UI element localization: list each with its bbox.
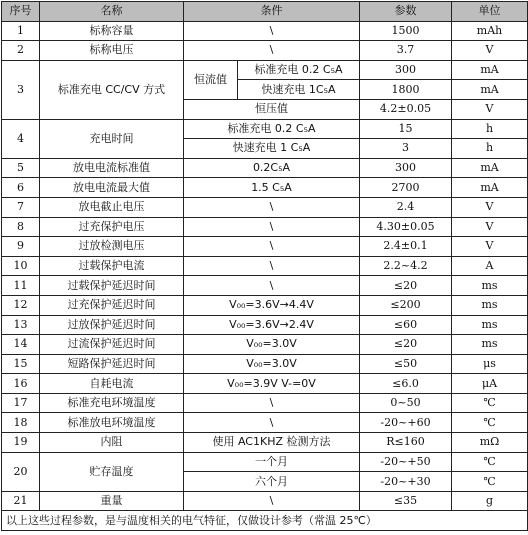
row-cond: \ — [184, 276, 360, 296]
row-name: 标准充电环境温度 — [40, 393, 184, 413]
row-param: ≤200 — [360, 295, 452, 315]
row-param: -20~+30 — [360, 472, 452, 492]
row-param: R≤160 — [360, 433, 452, 453]
table-row — [2, 335, 528, 355]
row-param: 0~50 — [360, 393, 452, 413]
row-cond: V₀₀=3.0V — [184, 335, 360, 355]
row-unit: mA — [452, 60, 528, 80]
row-param: 1800 — [360, 80, 452, 100]
table-row — [2, 119, 528, 139]
table-row — [2, 256, 528, 276]
row-no: 13 — [2, 315, 40, 335]
table-row — [2, 276, 528, 296]
row-name: 放电电流标准值 — [40, 158, 184, 178]
row-group: 恒流值 — [184, 60, 238, 99]
row-no: 2 — [2, 41, 40, 61]
row-no: 5 — [2, 158, 40, 178]
row-param: 300 — [360, 158, 452, 178]
header-param: 参数 — [360, 2, 452, 22]
row-param: 1500 — [360, 21, 452, 41]
row-unit: ℃ — [452, 393, 528, 413]
row-name: 标准放电环境温度 — [40, 413, 184, 433]
row-no: 18 — [2, 413, 40, 433]
row-unit: μA — [452, 374, 528, 394]
row-cond: 六个月 — [184, 472, 360, 492]
row-param: 2.2~4.2 — [360, 256, 452, 276]
row-param: 3 — [360, 139, 452, 159]
footnote: 以上这些过程参数，是与温度相关的电气特征，仅做设计参考（常温 25℃） — [2, 511, 528, 531]
row-unit: V — [452, 99, 528, 119]
row-unit: mA — [452, 158, 528, 178]
row-param: 2.4 — [360, 197, 452, 217]
row-cond: \ — [184, 237, 360, 257]
row-no: 11 — [2, 276, 40, 296]
row-param: -20~+60 — [360, 413, 452, 433]
row-param: 4.30±0.05 — [360, 217, 452, 237]
header-cond: 条件 — [184, 2, 360, 22]
row-param: ≤20 — [360, 335, 452, 355]
row-unit: ℃ — [452, 413, 528, 433]
row-cond: V₀₀=3.0V — [184, 354, 360, 374]
row-unit: mA — [452, 80, 528, 100]
table-row — [2, 178, 528, 198]
row-unit: A — [452, 256, 528, 276]
table-row — [2, 197, 528, 217]
row-cond: 标准充电 0.2 C₅A — [184, 119, 360, 139]
footnote-row — [2, 511, 528, 531]
row-cond: 使用 AC1KHZ 检测方法 — [184, 433, 360, 453]
row-name: 短路保护延迟时间 — [40, 354, 184, 374]
table-row — [2, 217, 528, 237]
table-row — [2, 60, 528, 80]
row-unit: V — [452, 197, 528, 217]
row-cond: 快速充电 1C₅A — [238, 80, 360, 100]
row-name: 过载保护延迟时间 — [40, 276, 184, 296]
row-unit: ms — [452, 315, 528, 335]
table-row — [2, 315, 528, 335]
spec-table — [1, 1, 528, 531]
row-cond: \ — [184, 41, 360, 61]
table-row — [2, 413, 528, 433]
row-param: ≤6.0 — [360, 374, 452, 394]
row-name: 标准充电 CC/CV 方式 — [40, 60, 184, 119]
row-cond: \ — [184, 217, 360, 237]
table-row — [2, 41, 528, 61]
table-row — [2, 452, 528, 472]
row-cond: 快速充电 1 C₅A — [184, 139, 360, 159]
row-cond: \ — [184, 256, 360, 276]
row-param: 2700 — [360, 178, 452, 198]
row-cond: V₀₀=3.6V→4.4V — [184, 295, 360, 315]
table-row — [2, 354, 528, 374]
row-cond: \ — [184, 21, 360, 41]
row-no: 21 — [2, 491, 40, 511]
table-row — [2, 433, 528, 453]
row-param: -20~+50 — [360, 452, 452, 472]
row-unit: ℃ — [452, 472, 528, 492]
row-no: 20 — [2, 452, 40, 491]
row-no: 15 — [2, 354, 40, 374]
row-cond: V₀₀=3.9V V-=0V — [184, 374, 360, 394]
row-unit: V — [452, 41, 528, 61]
row-param: 3.7 — [360, 41, 452, 61]
header-unit: 单位 — [452, 2, 528, 22]
row-unit: mΩ — [452, 433, 528, 453]
row-no: 10 — [2, 256, 40, 276]
row-cond: \ — [184, 413, 360, 433]
row-cond: 0.2C₅A — [184, 158, 360, 178]
row-name: 贮存温度 — [40, 452, 184, 491]
table-row — [2, 393, 528, 413]
table-row — [2, 237, 528, 257]
row-no: 6 — [2, 178, 40, 198]
row-no: 12 — [2, 295, 40, 315]
row-cond: 一个月 — [184, 452, 360, 472]
row-cond: \ — [184, 491, 360, 511]
row-unit: mAh — [452, 21, 528, 41]
row-unit: ℃ — [452, 452, 528, 472]
row-name: 过放检测电压 — [40, 237, 184, 257]
row-name: 充电时间 — [40, 119, 184, 158]
row-name: 自耗电流 — [40, 374, 184, 394]
row-cond: V₀₀=3.6V→2.4V — [184, 315, 360, 335]
row-name: 放电电流最大值 — [40, 178, 184, 198]
row-no: 9 — [2, 237, 40, 257]
row-unit: ms — [452, 295, 528, 315]
row-no: 17 — [2, 393, 40, 413]
header-name: 名称 — [40, 2, 184, 22]
row-cond: 恒压值 — [184, 99, 360, 119]
row-name: 过充保护延迟时间 — [40, 295, 184, 315]
row-name: 过载保护电流 — [40, 256, 184, 276]
row-name: 标称容量 — [40, 21, 184, 41]
row-name: 过放保护延迟时间 — [40, 315, 184, 335]
row-param: 300 — [360, 60, 452, 80]
row-cond: 1.5 C₅A — [184, 178, 360, 198]
row-name: 过充保护电压 — [40, 217, 184, 237]
row-name: 放电截止电压 — [40, 197, 184, 217]
row-cond: \ — [184, 197, 360, 217]
table-row — [2, 374, 528, 394]
row-name: 内阻 — [40, 433, 184, 453]
row-name: 过流保护延迟时间 — [40, 335, 184, 355]
row-param: ≤20 — [360, 276, 452, 296]
row-no: 8 — [2, 217, 40, 237]
row-unit: h — [452, 119, 528, 139]
table-row — [2, 295, 528, 315]
row-unit: h — [452, 139, 528, 159]
table-row — [2, 21, 528, 41]
row-unit: μs — [452, 354, 528, 374]
row-unit: ms — [452, 276, 528, 296]
row-no: 16 — [2, 374, 40, 394]
row-no: 14 — [2, 335, 40, 355]
row-param: 4.2±0.05 — [360, 99, 452, 119]
row-param: 15 — [360, 119, 452, 139]
row-param: ≤60 — [360, 315, 452, 335]
header-row — [2, 2, 528, 22]
table-row — [2, 491, 528, 511]
row-unit: g — [452, 491, 528, 511]
row-no: 3 — [2, 60, 40, 119]
row-param: ≤50 — [360, 354, 452, 374]
row-no: 4 — [2, 119, 40, 158]
row-unit: ms — [452, 335, 528, 355]
row-no: 1 — [2, 21, 40, 41]
row-cond: \ — [184, 393, 360, 413]
row-unit: V — [452, 217, 528, 237]
row-cond: 标准充电 0.2 C₅A — [238, 60, 360, 80]
header-seq: 序号 — [2, 2, 40, 22]
table-row — [2, 158, 528, 178]
row-no: 7 — [2, 197, 40, 217]
row-no: 19 — [2, 433, 40, 453]
row-unit: V — [452, 237, 528, 257]
row-name: 重量 — [40, 491, 184, 511]
row-name: 标称电压 — [40, 41, 184, 61]
row-param: ≤35 — [360, 491, 452, 511]
row-param: 2.4±0.1 — [360, 237, 452, 257]
row-unit: mA — [452, 178, 528, 198]
